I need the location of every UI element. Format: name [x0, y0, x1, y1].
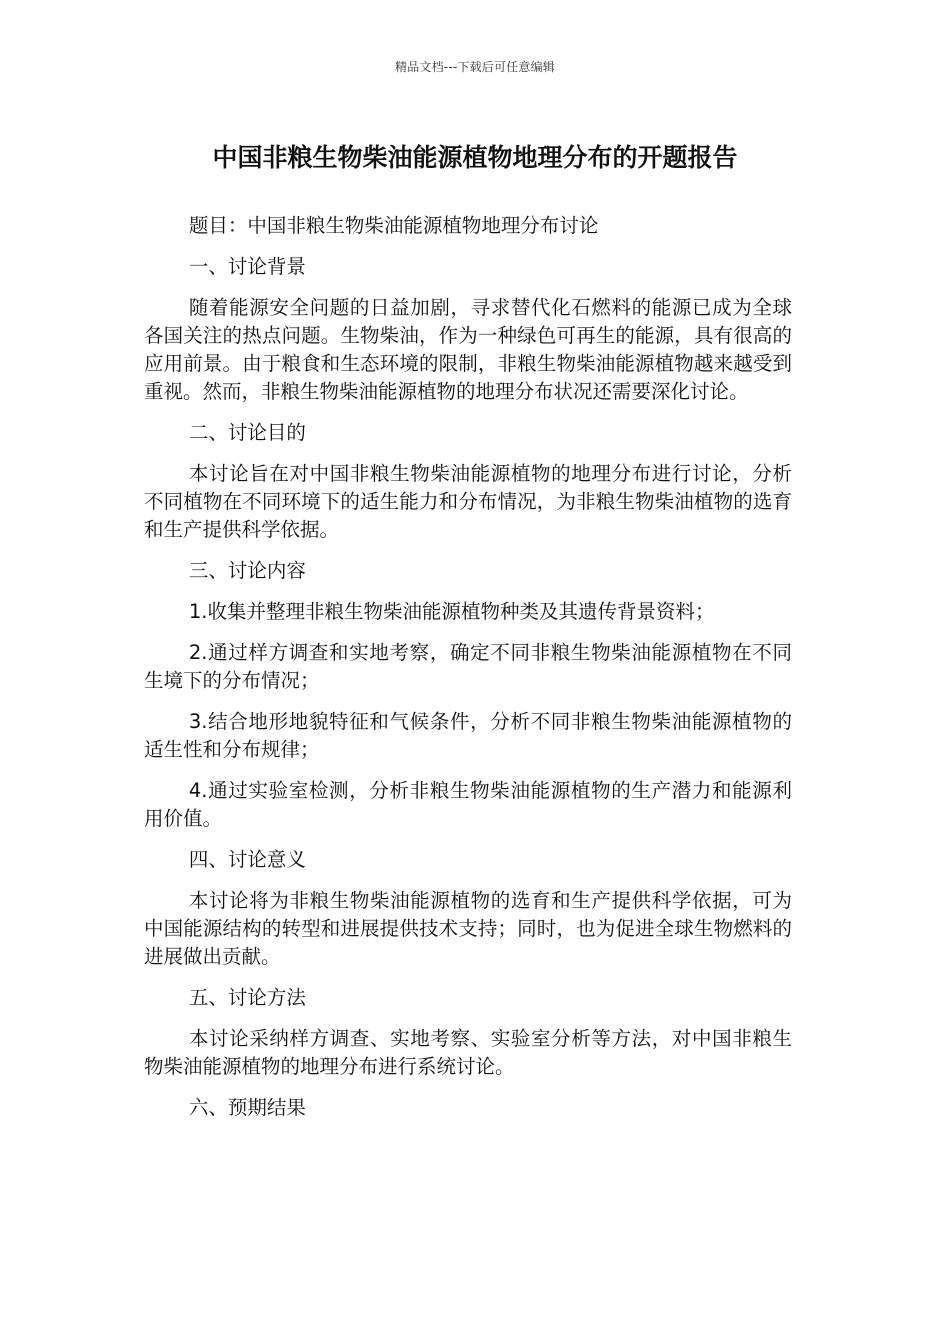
list-item: 2.通过样方调查和实地考察，确定不同非粮生物柴油能源植物在不同生境下的分布情况；	[144, 641, 792, 692]
paragraph-significance: 本讨论将为非粮生物柴油能源植物的选育和生产提供科学依据，可为中国能源结构的转型和进展提供技术支持；同时，也为促进全球生物燃料的进展做出贡献。	[144, 889, 792, 968]
paragraph-method: 本讨论采纳样方调查、实地考察、实验室分析等方法，对中国非粮生物柴油能源植物的地理分布进行系统讨论。	[144, 1027, 792, 1078]
subject-line: 题目：中国非粮生物柴油能源植物地理分布讨论	[188, 214, 599, 237]
section-heading-expected-results: 六、预期结果	[188, 1096, 306, 1119]
paragraph-background: 随着能源安全问题的日益加剧，寻求替代化石燃料的能源已成为全球各国关注的热点问题。生物柴油，作为一种绿色可再生的能源，具有很高的应用前景。由于粮食和生态环境的限制，非粮生物柴油能源植物越来越受到重视。然而，非粮生物柴油能源植物的地理分布状况还需要深化讨论。	[144, 296, 792, 403]
section-heading-method: 五、讨论方法	[188, 986, 306, 1009]
list-item: 3.结合地形地貌特征和气候条件，分析不同非粮生物柴油能源植物的适生性和分布规律；	[144, 710, 792, 761]
section-heading-purpose: 二、讨论目的	[188, 421, 306, 444]
header-note: 精品文档---下载后可任意编辑	[395, 60, 555, 74]
section-heading-content: 三、讨论内容	[188, 559, 306, 582]
paragraph-purpose: 本讨论旨在对中国非粮生物柴油能源植物的地理分布进行讨论，分析不同植物在不同环境下的适生能力和分布情况，为非粮生物柴油植物的选育和生产提供科学依据。	[144, 462, 792, 541]
document-body	[144, 212, 792, 1135]
list-item: 4.通过实验室检测，分析非粮生物柴油能源植物的生产潜力和能源利用价值。	[144, 779, 792, 830]
section-heading-background: 一、讨论背景	[188, 255, 306, 278]
list-item: 1.收集并整理非粮生物柴油能源植物种类及其遗传背景资料；	[188, 600, 715, 623]
document-title: 中国非粮生物柴油能源植物地理分布的开题报告	[212, 143, 738, 172]
section-heading-significance: 四、讨论意义	[188, 848, 306, 871]
